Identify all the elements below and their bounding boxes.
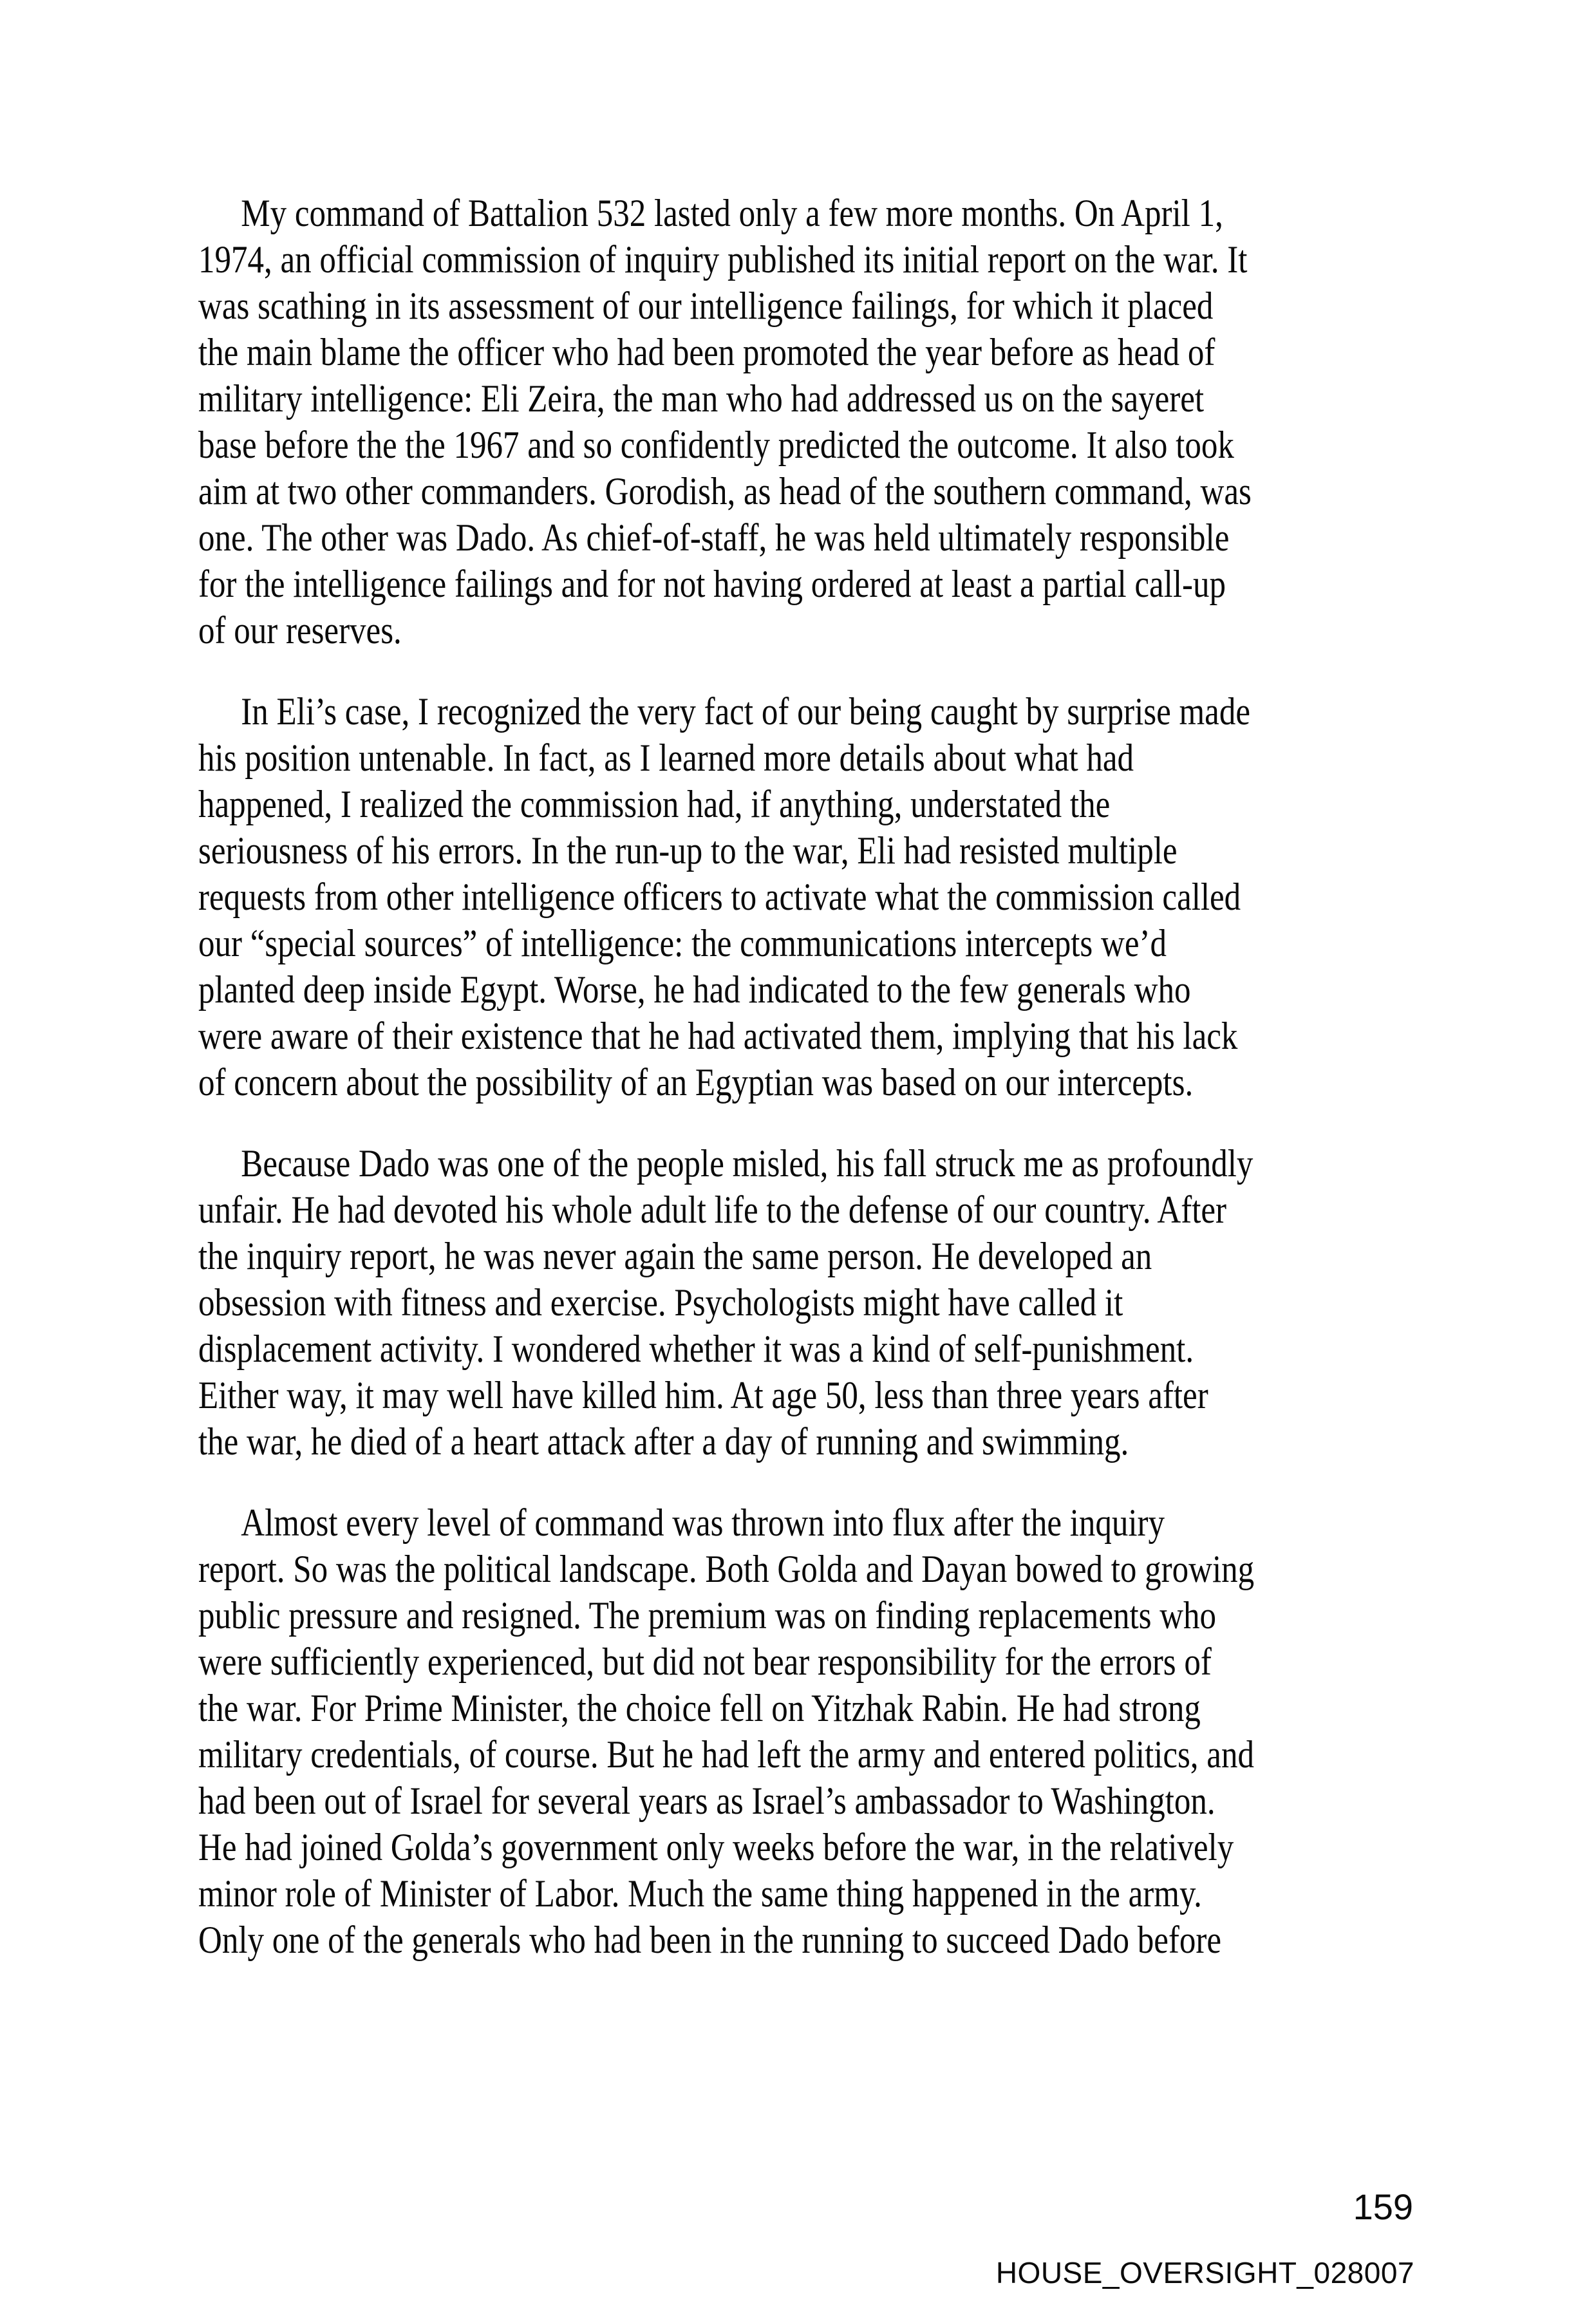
text-line: military credentials, of course. But he had left the army and entered politics, and <box>198 1733 1254 1776</box>
text-line: report. So was the political landscape. Both Golda and Dayan bowed to growing <box>198 1548 1255 1590</box>
text-line: seriousness of his errors. In the run-up to the war, Eli had resisted multiple <box>198 829 1178 872</box>
text-line: aim at two other commanders. Gorodish, as head of the southern command, was <box>198 470 1252 512</box>
text-line: of our reserves. <box>198 609 402 652</box>
text-line: of concern about the possibility of an Egyptian was based on our intercepts. <box>198 1061 1194 1104</box>
text-line: had been out of Israel for several years as Israel’s ambassador to Washington. <box>198 1780 1216 1822</box>
paragraph <box>198 688 1419 1105</box>
text-line: Almost every level of command was thrown into flux after the inquiry <box>241 1501 1165 1544</box>
text-line: Because Dado was one of the people misled, his fall struck me as profoundly <box>241 1142 1253 1185</box>
text-line: He had joined Golda’s government only weeks before the war, in the relatively <box>198 1826 1234 1868</box>
text-line: minor role of Minister of Labor. Much the same thing happened in the army. <box>198 1872 1202 1915</box>
text-line: for the intelligence failings and for not having ordered at least a partial call-up <box>198 563 1226 605</box>
text-line: planted deep inside Egypt. Worse, he had indicated to the few generals who <box>198 968 1191 1011</box>
text-line: public pressure and resigned. The premium was on finding replacements who <box>198 1594 1217 1637</box>
paragraph <box>198 1140 1419 1465</box>
text-line: military intelligence: Eli Zeira, the man who had addressed us on the sayeret <box>198 377 1205 420</box>
page-number: 159 <box>1353 2186 1413 2227</box>
text-line: the war, he died of a heart attack after a day of running and swimming. <box>198 1420 1129 1463</box>
text-line: In Eli’s case, I recognized the very fact of our being caught by surprise made <box>241 690 1250 733</box>
text-line: the inquiry report, he was never again the same person. He developed an <box>198 1235 1152 1277</box>
paragraph <box>198 1499 1419 1963</box>
text-line: Either way, it may well have killed him. At age 50, less than three years after <box>198 1374 1208 1416</box>
text-line: one. The other was Dado. As chief-of-staff, he was held ultimately responsible <box>198 516 1230 559</box>
text-line: requests from other intelligence officers to activate what the commission called <box>198 876 1241 918</box>
bates-stamp: HOUSE_OVERSIGHT_028007 <box>995 2256 1414 2289</box>
text-line: obsession with fitness and exercise. Psychologists might have called it <box>198 1281 1123 1324</box>
text-line: happened, I realized the commission had, if anything, understated the <box>198 783 1111 825</box>
paragraph <box>198 190 1419 653</box>
text-line: were aware of their existence that he had activated them, implying that his lack <box>198 1015 1238 1057</box>
body-text <box>198 190 1419 1998</box>
text-line: his position untenable. In fact, as I learned more details about what had <box>198 737 1134 779</box>
text-line: our “special sources” of intelligence: the communications intercepts we’d <box>198 922 1167 964</box>
text-line: 1974, an official commission of inquiry published its initial report on the war. It <box>198 238 1248 281</box>
text-line: was scathing in its assessment of our intelligence failings, for which it placed <box>198 285 1214 327</box>
text-line: the main blame the officer who had been promoted the year before as head of <box>198 331 1216 373</box>
text-line: were sufficiently experienced, but did not bear responsibility for the errors of <box>198 1640 1212 1683</box>
text-line: unfair. He had devoted his whole adult life to the defense of our country. After <box>198 1189 1227 1231</box>
text-line: My command of Battalion 532 lasted only a few more months. On April 1, <box>241 192 1223 234</box>
text-line: Only one of the generals who had been in the running to succeed Dado before <box>198 1919 1221 1961</box>
text-line: the war. For Prime Minister, the choice fell on Yitzhak Rabin. He had strong <box>198 1687 1201 1729</box>
text-line: displacement activity. I wondered whether it was a kind of self-punishment. <box>198 1328 1194 1370</box>
text-line: base before the the 1967 and so confidently predicted the outcome. It also took <box>198 424 1234 466</box>
